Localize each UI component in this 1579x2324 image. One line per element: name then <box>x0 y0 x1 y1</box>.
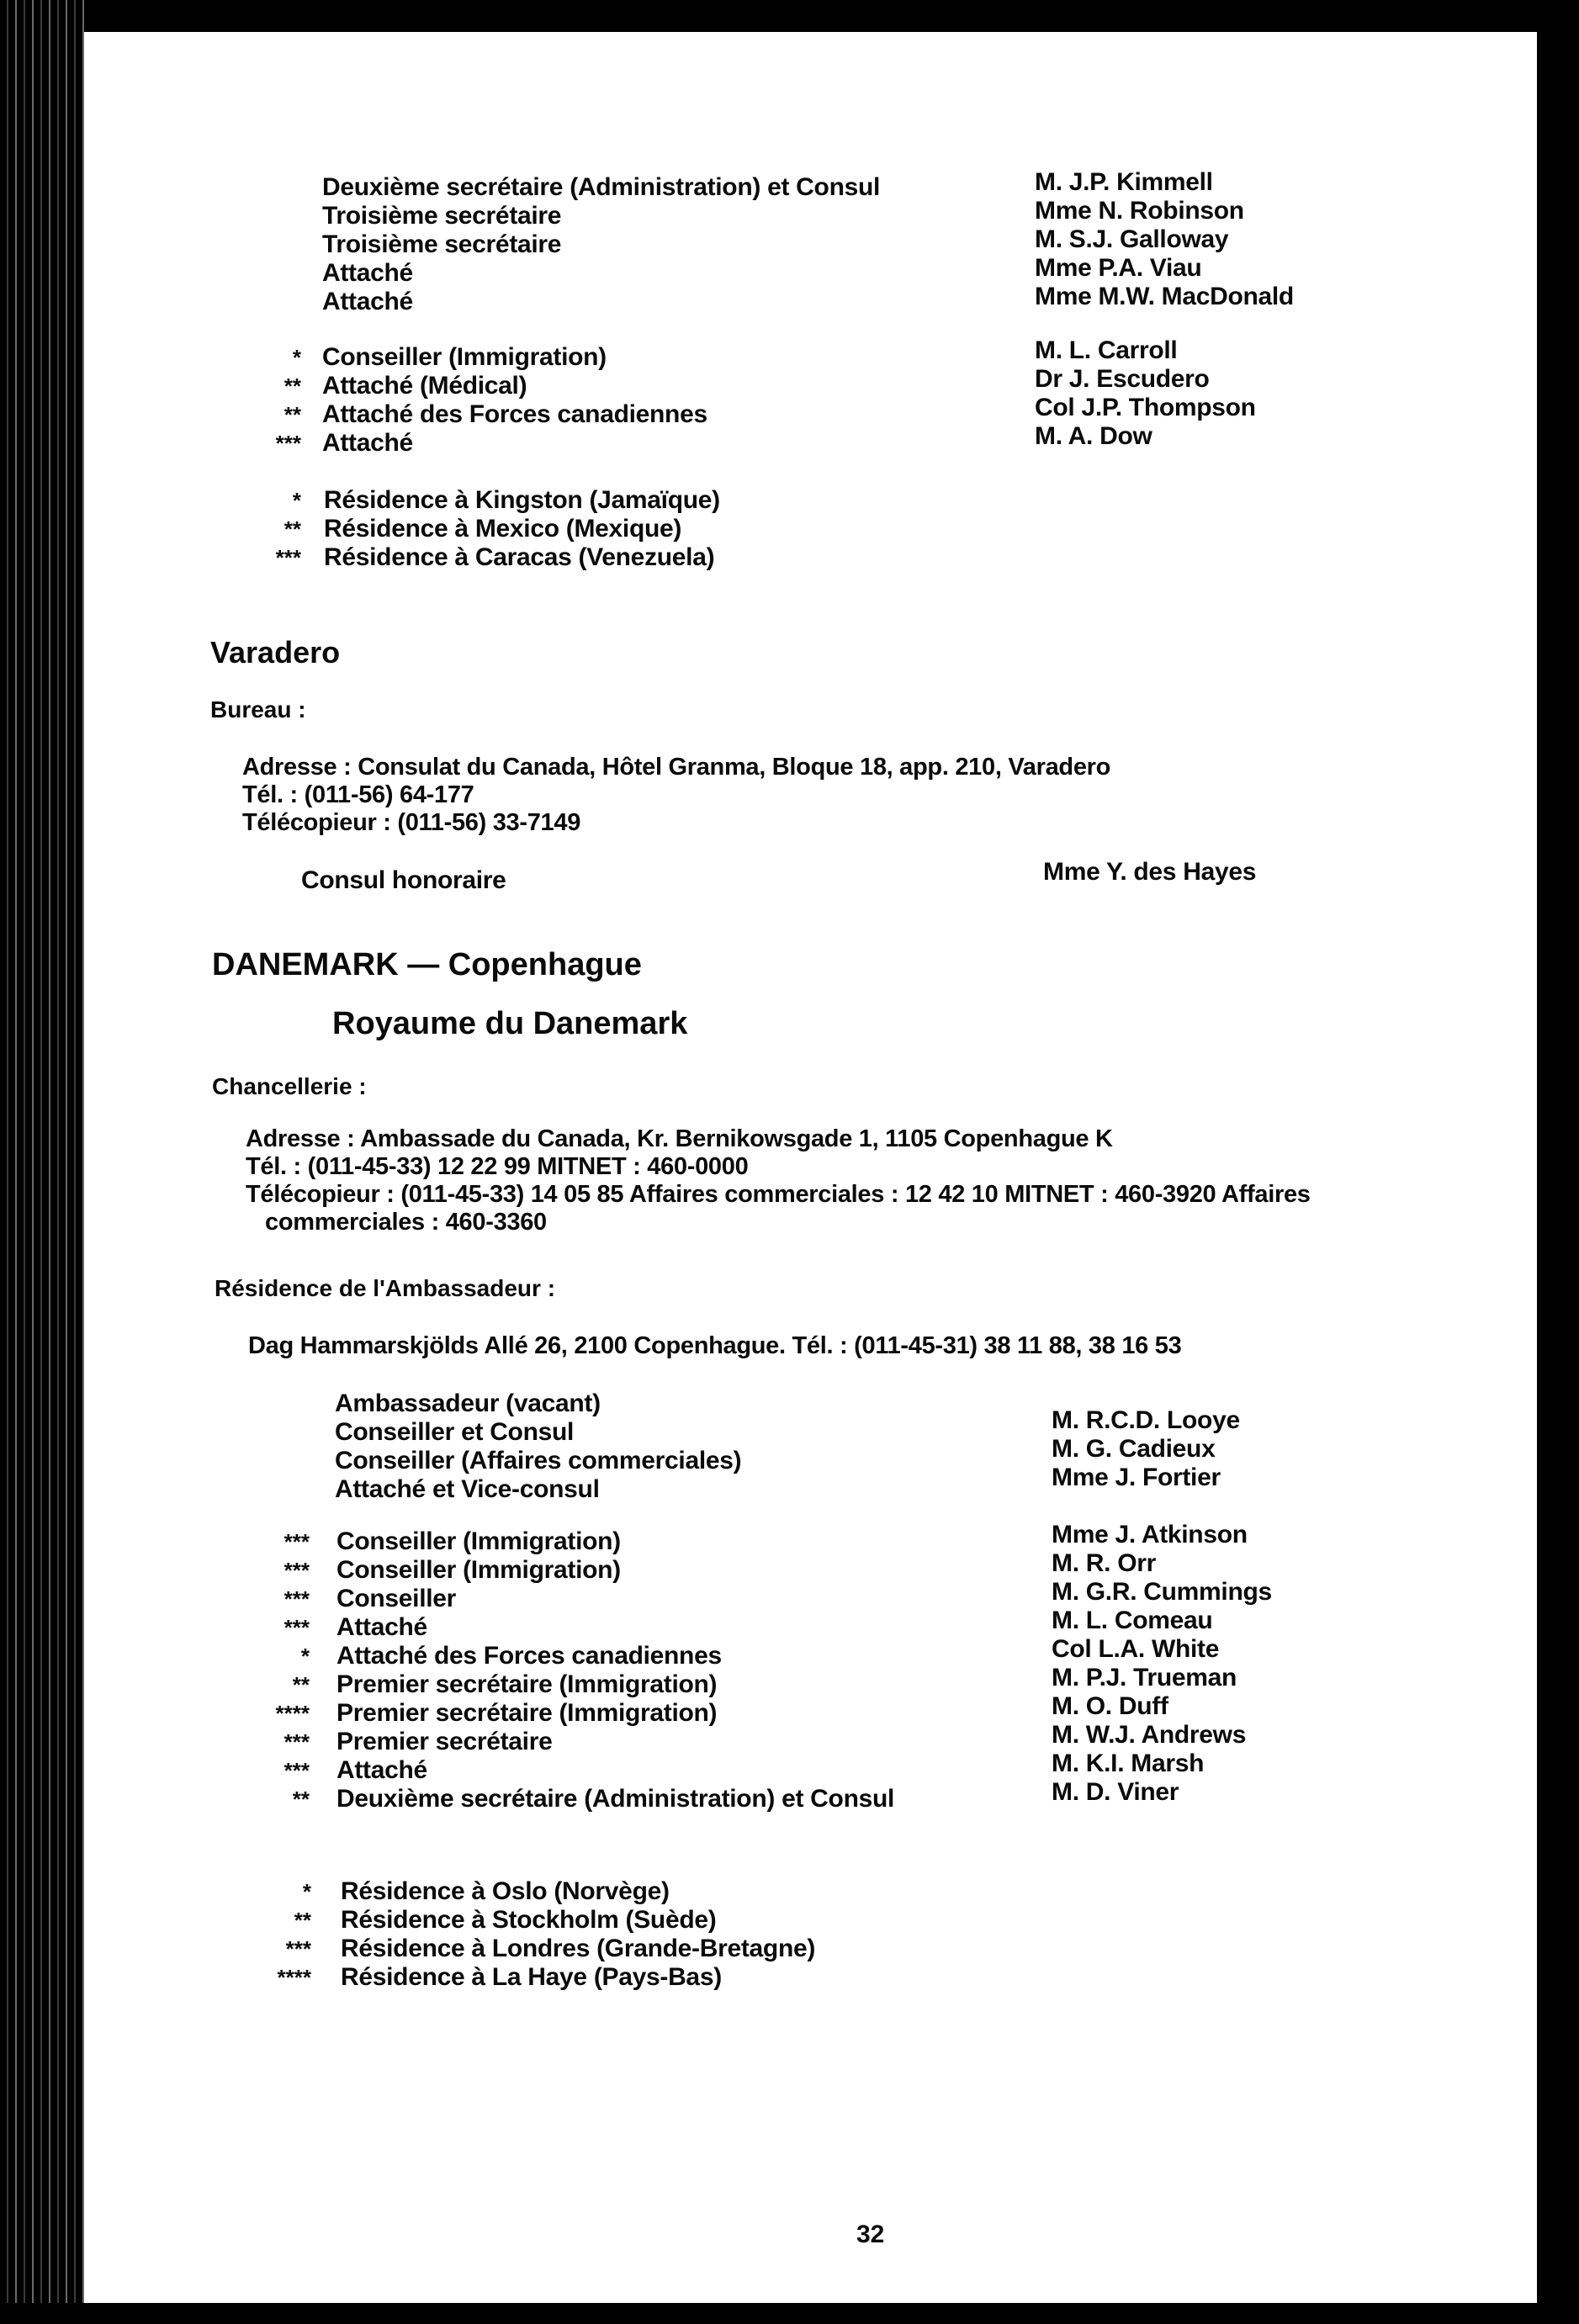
footnote-mark: * <box>292 345 301 370</box>
staff-name: Dr J. Escudero <box>1035 365 1210 393</box>
footnote-mark: ** <box>283 373 301 399</box>
danemark-fax-line1: Télécopieur : (011-45-33) 14 05 85 Affaires commerciales : 12 42 10 MITNET : 460-3920 Affaires <box>246 1181 1311 1208</box>
staff-name: M. P.J. Trueman <box>1052 1664 1237 1691</box>
staff-title: Conseiller et Consul <box>335 1418 575 1446</box>
varadero-staff-title: Consul honoraire <box>301 866 506 894</box>
book-spine <box>0 0 84 2324</box>
footnote-mark: *** <box>283 1529 310 1554</box>
staff-name: M. O. Duff <box>1052 1692 1168 1720</box>
cuba-staff-names-2 <box>1035 336 1256 451</box>
staff-title: Attaché <box>322 288 413 315</box>
staff-title: Conseiller (Immigration) <box>322 343 607 371</box>
residence-note: Résidence à Caracas (Venezuela) <box>324 543 715 571</box>
residence-note: Résidence à Mexico (Mexique) <box>324 515 682 543</box>
staff-name: Col J.P. Thompson <box>1035 394 1256 421</box>
footnote-mark: * <box>302 1879 311 1904</box>
danemark-subheading: Royaume du Danemark <box>332 1006 688 1041</box>
footnote-mark: *** <box>283 1586 310 1612</box>
residence-note: Résidence à La Haye (Pays-Bas) <box>341 1963 722 1991</box>
danemark-staff-titles-2 <box>336 1527 894 1813</box>
staff-name: M. R. Orr <box>1052 1549 1156 1577</box>
staff-name: Mme J. Atkinson <box>1052 1521 1248 1548</box>
staff-name: Mme N. Robinson <box>1035 197 1244 225</box>
danemark-address: Adresse : Ambassade du Canada, Kr. Bernikowsgade 1, 1105 Copenhague K <box>246 1125 1113 1152</box>
danemark-residence-marks <box>252 1877 311 1992</box>
footnote-mark: ** <box>292 1672 310 1697</box>
danemark-staff-names-1 <box>1052 1406 1240 1492</box>
staff-name: M. W.J. Andrews <box>1052 1721 1247 1749</box>
danemark-staff-titles-1 <box>335 1390 741 1504</box>
footnote-mark: *** <box>283 1615 310 1640</box>
scan-bottom-edge <box>0 2303 1579 2324</box>
residence-ambassadeur-label: Résidence de l'Ambassadeur : <box>215 1275 556 1301</box>
staff-name: M. L. Carroll <box>1035 336 1178 364</box>
footnote-mark: * <box>300 1644 310 1669</box>
staff-title: Attaché <box>336 1613 427 1641</box>
staff-title: Attaché des Forces canadiennes <box>322 400 707 428</box>
staff-name: Mme J. Fortier <box>1052 1464 1221 1491</box>
cuba-residence-list <box>324 486 720 572</box>
staff-title: Premier secrétaire (Immigration) <box>336 1670 718 1698</box>
residence-ambassadeur-address: Dag Hammarskjölds Allé 26, 2100 Copenhague. Tél. : (011-45-31) 38 11 88, 38 16 53 <box>248 1332 1182 1359</box>
residence-note: Résidence à Kingston (Jamaïque) <box>324 486 720 514</box>
staff-title: Attaché <box>322 259 413 287</box>
staff-title: Conseiller <box>336 1585 457 1612</box>
staff-name: M. S.J. Galloway <box>1035 225 1229 253</box>
danemark-staff-marks-2 <box>251 1527 310 1813</box>
danemark-staff-names-2 <box>1052 1521 1272 1807</box>
staff-title: Ambassadeur (vacant) <box>335 1390 601 1417</box>
danemark-heading: DANEMARK — Copenhague <box>212 947 642 982</box>
cuba-staff-titles-1 <box>322 173 880 316</box>
staff-title: Attaché <box>336 1756 427 1784</box>
varadero-staff-name: Mme Y. des Hayes <box>1043 858 1257 886</box>
cuba-staff-titles-2 <box>322 343 707 458</box>
scan-right-edge <box>1537 0 1579 2324</box>
footnote-mark: *** <box>283 1558 310 1583</box>
footnote-mark: *** <box>275 545 301 570</box>
residence-note: Résidence à Oslo (Norvège) <box>341 1877 670 1905</box>
cuba-staff-marks-2 <box>242 343 301 458</box>
footnote-mark: * <box>292 488 301 513</box>
footnote-mark: *** <box>283 1758 310 1783</box>
staff-name: M. A. Dow <box>1035 422 1152 450</box>
staff-title: Attaché <box>322 429 413 457</box>
varadero-fax: Télécopieur : (011-56) 33-7149 <box>242 809 581 836</box>
cuba-staff-names-1 <box>1035 168 1294 311</box>
staff-title: Attaché et Vice-consul <box>335 1475 600 1503</box>
footnote-mark: *** <box>285 1936 311 1961</box>
footnote-mark: ** <box>292 1787 310 1812</box>
footnote-mark: **** <box>277 1965 311 1990</box>
staff-title: Premier secrétaire (Immigration) <box>336 1699 718 1727</box>
document-page <box>84 32 1537 2303</box>
varadero-heading: Varadero <box>210 635 341 670</box>
varadero-tel: Tél. : (011-56) 64-177 <box>242 781 474 808</box>
staff-name: M. G.R. Cummings <box>1052 1578 1272 1606</box>
varadero-bureau-label: Bureau : <box>210 696 306 723</box>
staff-name: Col L.A. White <box>1052 1635 1220 1663</box>
staff-name: M. R.C.D. Looye <box>1052 1406 1240 1434</box>
danemark-residence-list <box>341 1877 815 1992</box>
scan-top-edge <box>0 0 1579 32</box>
staff-title: Troisième secrétaire <box>322 230 562 258</box>
staff-title: Troisième secrétaire <box>322 202 562 230</box>
staff-title: Deuxième secrétaire (Administration) et Consul <box>322 173 881 201</box>
page-number: 32 <box>856 2221 885 2248</box>
staff-title: Attaché (Médical) <box>322 372 527 400</box>
staff-name: M. L. Comeau <box>1052 1607 1213 1634</box>
footnote-mark: ** <box>283 402 301 427</box>
chancellerie-label: Chancellerie : <box>212 1073 367 1099</box>
footnote-mark: *** <box>283 1729 310 1755</box>
staff-name: M. K.I. Marsh <box>1052 1750 1205 1777</box>
footnote-mark: ** <box>283 516 301 542</box>
footnote-mark: ** <box>294 1908 311 1933</box>
staff-title: Conseiller (Immigration) <box>336 1527 621 1555</box>
staff-title: Deuxième secrétaire (Administration) et Consul <box>336 1785 895 1813</box>
residence-note: Résidence à Londres (Grande-Bretagne) <box>341 1935 816 1962</box>
varadero-address: Adresse : Consulat du Canada, Hôtel Granma, Bloque 18, app. 210, Varadero <box>242 754 1111 781</box>
footnote-mark: *** <box>275 431 301 456</box>
staff-title: Conseiller (Immigration) <box>336 1556 621 1584</box>
staff-title: Conseiller (Affaires commerciales) <box>335 1447 742 1474</box>
staff-name: Mme M.W. MacDonald <box>1035 283 1294 310</box>
staff-name: Mme P.A. Viau <box>1035 254 1202 282</box>
staff-name: M. J.P. Kimmell <box>1035 168 1213 196</box>
staff-title: Premier secrétaire <box>336 1728 553 1755</box>
staff-name: M. G. Cadieux <box>1052 1435 1216 1463</box>
staff-name: M. D. Viner <box>1052 1778 1179 1806</box>
residence-note: Résidence à Stockholm (Suède) <box>341 1906 717 1934</box>
danemark-tel: Tél. : (011-45-33) 12 22 99 MITNET : 460-0000 <box>246 1153 749 1180</box>
staff-title: Attaché des Forces canadiennes <box>336 1642 722 1670</box>
cuba-residence-marks <box>242 486 301 572</box>
danemark-fax-line2: commerciales : 460-3360 <box>265 1209 547 1236</box>
footnote-mark: **** <box>275 1701 310 1726</box>
